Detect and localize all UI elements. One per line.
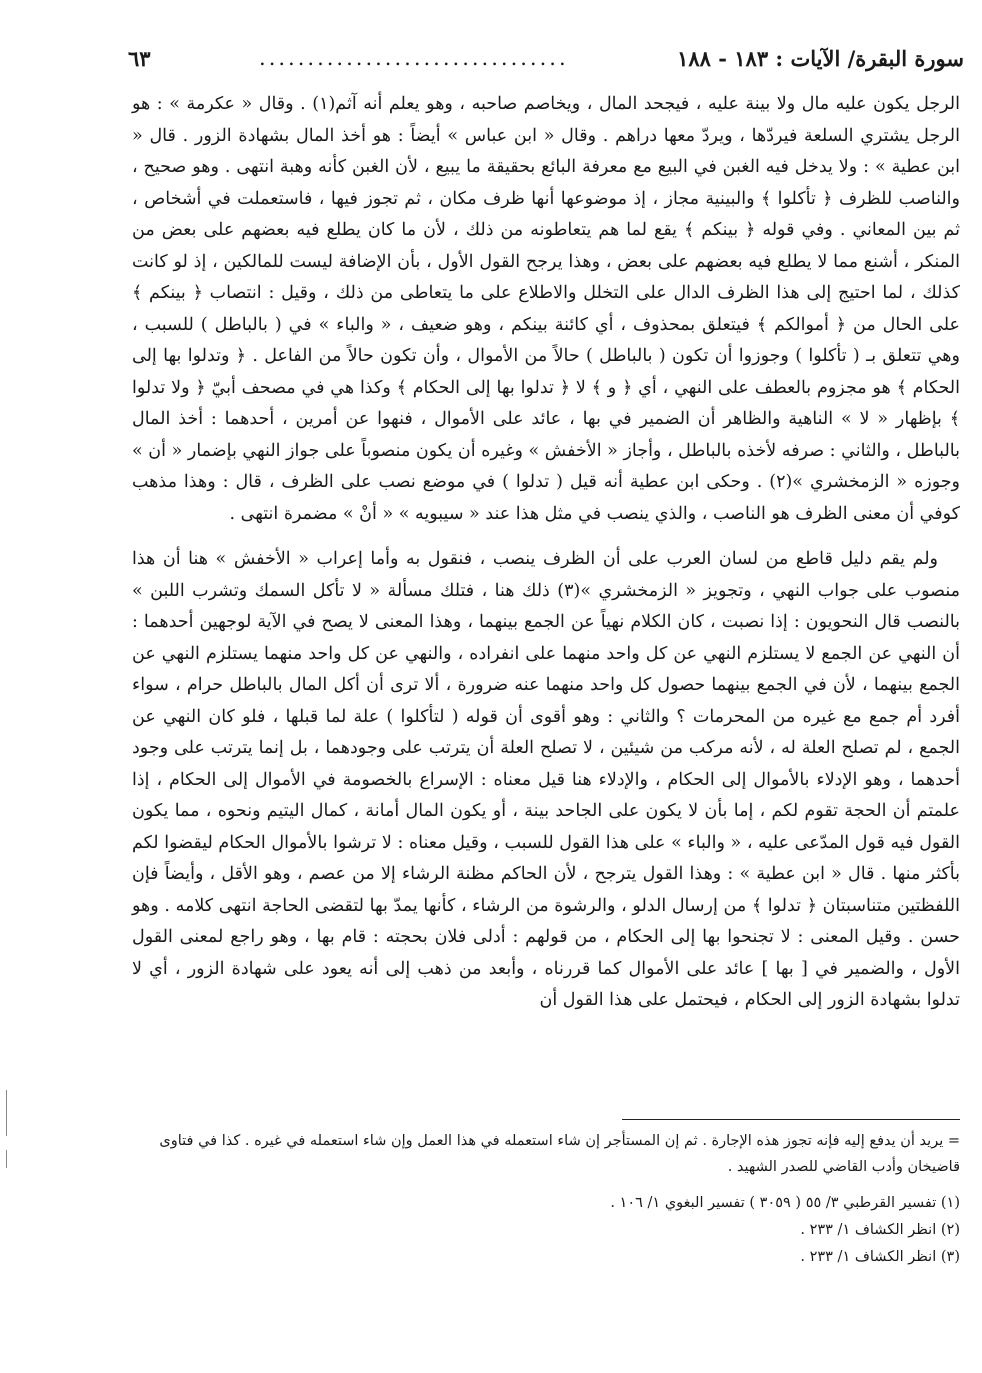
paragraph-2: ولم يقم دليل قاطع من لسان العرب على أن الظرف ينصب ، فنقول به وأما إعراب « الأخفش » هنا أن هذا منصوب على جواب النهي ، وتجويز « الزمخشري »(٣) ذلك هنا ، فتلك مسألة « لا تأكل السمك وتشرب اللبن » بالنصب قال النحويون : إذا نصبت ، كان الكلام نهياً عن الجمع بينهما ، وهذا المعنى لا يصح في الآية لوجهين أحدهما : أن النهي عن الجمع لا يستلزم النهي عن كل واحد منهما على انفراده ، والنهي عن كل واحد منهما يستلزم النهي عن الجمع بينهما ، لأن في الجمع بينهما حصول كل واحد منهما عنه ضرورة ، ألا ترى أن أكل المال بالباطل حرام ، سواء أفرد أم جمع مع غيره من المحرمات ؟ والثاني : وهو أقوى أن قوله ( لتأكلوا ) علة لما قبلها ، فلو كان النهي عن الجمع ، لم تصلح العلة له ، لأنه مركب من شيئين ، لا تصلح العلة أن يترتب على وجودهما ، بل إنما يترتب على وجود أحدهما ، وهو الإدلاء بالأموال إلى الحكام ، والإدلاء هنا قيل معناه : الإسراع بالخصومة في الأموال إلى الحكام ، إذا علمتم أن الحجة تقوم لكم ، إما بأن لا يكون على الجاحد بينة ، أو يكون المال أمانة ، كمال اليتيم ونحوه ، مما يكون القول فيه قول المدّعى عليه ، « والباء » على هذا القول للسبب ، وقيل معناه : لا ترشوا بالأموال الحكام ليقضوا لكم بأكثر منها . قال « ابن عطية » : وهذا القول يترجح ، لأن الحاكم مظنة الرشاء إلا من عصم ، وهو الأقل ، وأيضاً فإن اللفظتين متناسبتان ﴿ تدلوا ﴾ من إرسال الدلو ، والرشوة من الرشاء ، كأنها يمدّ بها لتقضى الحاجة انتهى كلامه . وهو حسن . وقيل المعنى : لا تجنحوا بها إلى الحكام ، من قولهم : أدلى فلان بحجته : قام بها ، وهو راجع لمعنى القول الأول ، والضمير في [ بها ] عائد على الأموال كما قررناه ، وأبعد من ذهب إلى أنه يعود على شهادة الزور ، أي لا تدلوا بشهادة الزور إلى الحكام ، فيحتمل على هذا القول أن (132, 549, 960, 1010)
surah-title: سورة البقرة/ الآيات : ١٨٣ - ١٨٨ (677, 45, 964, 71)
paragraph-1: الرجل يكون عليه مال ولا بينة عليه ، فيجحد المال ، ويخاصم صاحبه ، وهو يعلم أنه آثم(١) . وقال « عكرمة » : هو الرجل يشتري السلعة فيردّها ، ويردّ معها دراهم . وقال « ابن عباس » أيضاً : هو أخذ المال بشهادة الزور . قال « ابن عطية » : ولا يدخل فيه الغبن في البيع مع معرفة البائع بحقيقة ما يبيع ، لأن الغبن كأنه وهبة انتهى . وهو صحيح ، والناصب للظرف ﴿ تأكلوا ﴾ والبينية مجاز ، إذ موضوعها أنها ظرف مكان ، ثم تجوز فيها ، فاستعملت في أشخاص ، ثم بين المعاني . وفي قوله ﴿ بينكم ﴾ يقع لما هم يتعاطونه من ذلك ، لأن ما كان يطلع فيه بعضهم على بعض من المنكر ، أشنع مما لا يطلع فيه بعضهم على بعض ، وهذا يرجح القول الأول ، بأن الإضافة ليست للمالكين ، إذ لو كانت كذلك ، لما احتيج إلى هذا الظرف الدال على التخلل والاطلاع على ما يتعاطى من ذلك ، وقيل : انتصاب ﴿ بينكم ﴾ على الحال من ﴿ أموالكم ﴾ فيتعلق بمحذوف ، أي كائنة بينكم ، وهو ضعيف ، « والباء » في ( بالباطل ) للسبب ، وهي تتعلق بـ ( تأكلوا ) وجوزوا أن تكون ( بالباطل ) حالاً من الأموال ، وأن تكون حالاً من الفاعل . ﴿ وتدلوا بها إلى الحكام ﴾ هو مجزوم بالعطف على النهي ، أي ﴿ و ﴾ لا ﴿ تدلوا بها إلى الحكام ﴾ وكذا هي في مصحف أبيّ ﴿ ولا تدلوا ﴾ بإظهار « لا » الناهية والظاهر أن الضمير في بها ، عائد على الأموال ، فنهوا عن أمرين ، أحدهما : أخذ المال بالباطل ، والثاني : صرفه لأخذه بالباطل ، وأجاز « الأخفش » وغيره أن يكون منصوباً على جواز النهي بإضمار « أن » وجوزه « الزمخشري »(٢) . وحكى ابن عطية أنه قيل ( تدلوا ) في موضع نصب على الظرف ، قال : وهذا مذهب كوفي أن معنى الظرف هو الناصب ، والذي ينصب في مثل هذا عند « سيبويه » « أنْ » مضمرة انتهى . (132, 94, 960, 524)
scan-margin-mark (6, 1090, 7, 1136)
page-number: ٦٣ (128, 45, 151, 71)
scan-margin-mark (6, 1150, 7, 1168)
footnotes (132, 1128, 960, 1271)
footnote-continuation: = يريد أن يدفع إليه فإنه تجوز هذه الإجارة . ثم إن المستأجر إن شاء استعمله في هذا العمل وإن شاء استعمله في غيره . كذا في فتاوى قاضيخان وأدب القاضي للصدر الشهيد . (159, 1133, 960, 1175)
main-text (132, 89, 960, 1017)
running-header (128, 38, 964, 78)
footnote-1: (١) تفسير القرطبي ٣/ ٥٥ ( ٣٠٥٩ ) تفسير البغوي ١/ ١٠٦ . (610, 1195, 960, 1211)
leader-dots: ................................ (259, 46, 569, 70)
footnote-rule (622, 1119, 960, 1120)
footnote-3: (٣) انظر الكشاف ١/ ٢٣٣ . (800, 1249, 960, 1265)
footnote-2: (٢) انظر الكشاف ١/ ٢٣٣ . (800, 1222, 960, 1238)
